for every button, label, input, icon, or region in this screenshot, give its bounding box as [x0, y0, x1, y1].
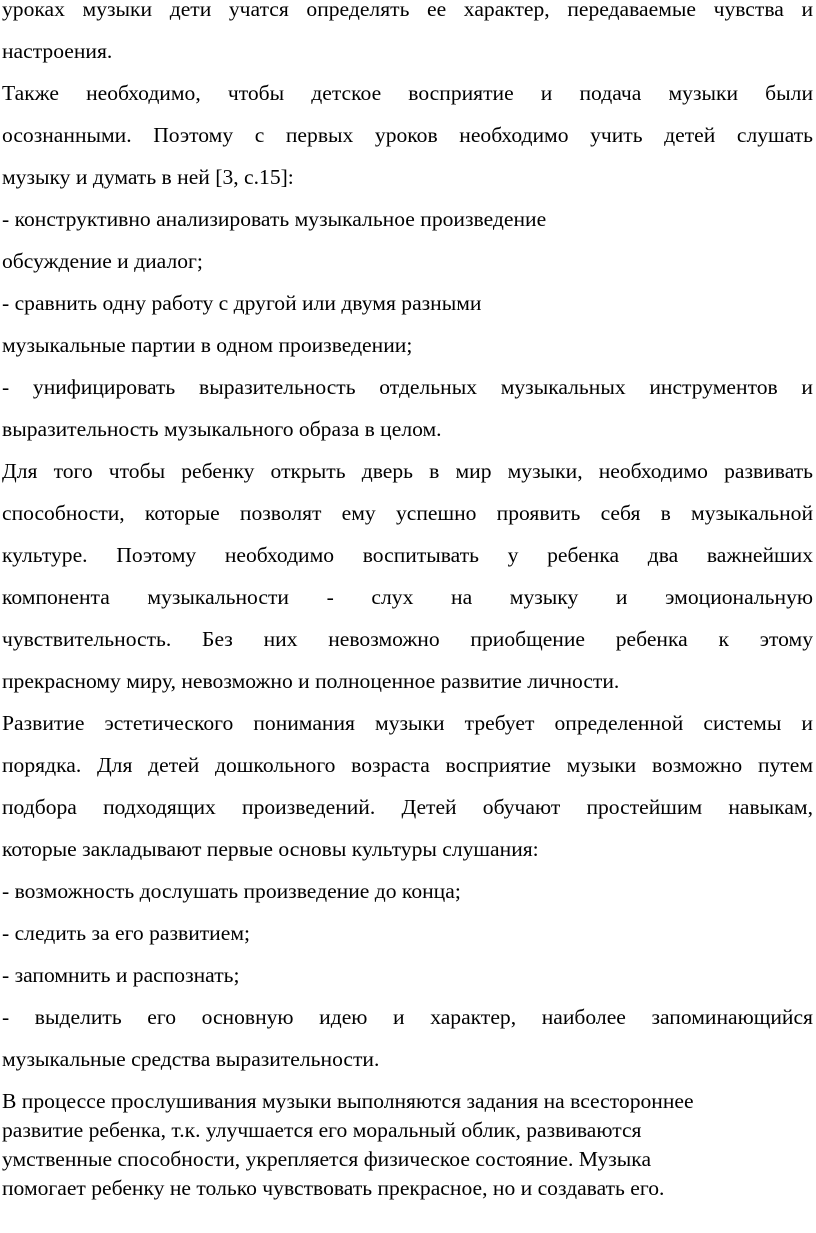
list-item: - выделить его основную идею и характер, наиболее запоминающийся: [2, 1005, 813, 1029]
text-line: музыку и думать в ней [3, с.15]:: [2, 165, 294, 189]
text-line: чувствительность. Без них невозможно приобщение ребенка к этому: [2, 627, 813, 651]
text-line: В процессе прослушивания музыки выполняются задания на всестороннее: [2, 1089, 694, 1113]
text-line: выразительность музыкального образа в целом.: [2, 417, 442, 441]
list-item: - следить за его развитием;: [2, 921, 250, 945]
paragraph-3: [2, 450, 813, 702]
paragraph-1: [2, 0, 813, 72]
text-line: музыкальные партии в одном произведении;: [2, 333, 413, 357]
paragraph-2: [2, 72, 813, 450]
text-line: Развитие эстетического понимания музыки требует определенной системы и: [2, 711, 813, 735]
text-line: порядка. Для детей дошкольного возраста восприятие музыки возможно путем: [2, 753, 813, 777]
closing-paragraph: [2, 1087, 813, 1203]
text-line: прекрасному миру, невозможно и полноценное развитие личности.: [2, 669, 620, 693]
text-line: обсуждение и диалог;: [2, 249, 203, 273]
list-item: - возможность дослушать произведение до конца;: [2, 879, 461, 903]
text-line: уроках музыки дети учатся определять ее характер, передаваемые чувства и: [2, 0, 813, 21]
text-line: настроения.: [2, 39, 113, 63]
text-line: помогает ребенку не только чувствовать прекрасное, но и создавать его.: [2, 1176, 665, 1200]
list-item: - унифицировать выразительность отдельных музыкальных инструментов и: [2, 375, 813, 399]
text-line: умственные способности, укрепляется физическое состояние. Музыка: [2, 1147, 652, 1171]
text-line: музыкальные средства выразительности.: [2, 1047, 380, 1071]
list-item: - сравнить одну работу с другой или двумя разными: [2, 291, 482, 315]
text-line: подбора подходящих произведений. Детей обучают простейшим навыкам,: [2, 795, 813, 819]
list-item: - запомнить и распознать;: [2, 963, 240, 987]
text-line: способности, которые позволят ему успешно проявить себя в музыкальной: [2, 501, 813, 525]
text-line: которые закладывают первые основы культуры слушания:: [2, 837, 539, 861]
list-item: - конструктивно анализировать музыкальное произведение: [2, 207, 547, 231]
text-line: осознанными. Поэтому с первых уроков необходимо учить детей слушать: [2, 123, 813, 147]
text-line: компонента музыкальности - слух на музыку и эмоциональную: [2, 585, 813, 609]
text-line: развитие ребенка, т.к. улучшается его моральный облик, развиваются: [2, 1118, 642, 1142]
text-line: Для того чтобы ребенку открыть дверь в мир музыки, необходимо развивать: [2, 459, 813, 483]
paragraph-4: [2, 702, 813, 1080]
text-line: культуре. Поэтому необходимо воспитывать у ребенка два важнейших: [2, 543, 813, 567]
text-line: Также необходимо, чтобы детское восприятие и подача музыки были: [2, 81, 813, 105]
main-text: [2, 0, 813, 1080]
